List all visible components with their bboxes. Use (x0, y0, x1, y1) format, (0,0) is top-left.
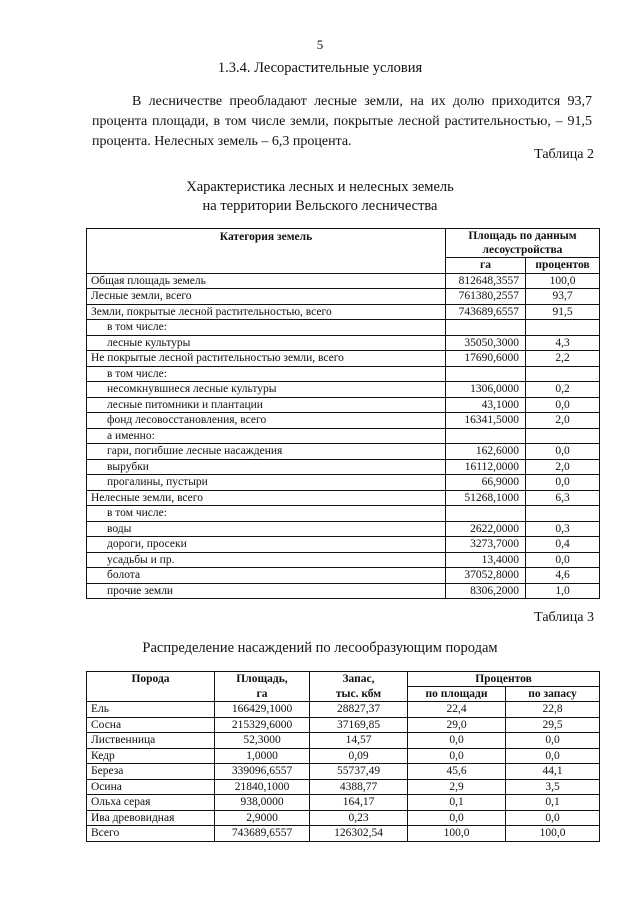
area-ha-cell (446, 366, 526, 382)
percent-cell: 0,0 (526, 444, 600, 460)
category-cell: Лесные земли, всего (87, 289, 446, 305)
header-percent-group: Процентов (408, 672, 600, 687)
table-row (87, 748, 600, 764)
category-cell: воды (87, 521, 446, 537)
percent-by-stock-cell: 3,5 (506, 779, 600, 795)
percent-cell: 0,3 (526, 521, 600, 537)
stock-cell: 14,57 (310, 733, 408, 749)
percent-cell (526, 366, 600, 382)
percent-by-stock-cell: 0,0 (506, 748, 600, 764)
species-cell: Всего (87, 826, 215, 842)
category-cell: в том числе: (87, 506, 446, 522)
percent-cell: 4,6 (526, 568, 600, 584)
intro-paragraph-text: В лесничестве преобладают лесные земли, на их долю приходится 93,7 процента площади, в том числе земли, покрытые лесной растительностью, – 91,5 процента. Нелесных земель – 6,3 процента. (92, 94, 592, 149)
table-row (87, 366, 600, 382)
table-row (87, 459, 600, 475)
table-row (87, 289, 600, 305)
percent-by-area-cell: 100,0 (408, 826, 506, 842)
header-ha: га (446, 258, 526, 274)
stock-cell: 4388,77 (310, 779, 408, 795)
area-ha-cell: 8306,2000 (446, 583, 526, 599)
percent-by-area-cell: 0,0 (408, 733, 506, 749)
area-ha-cell: 13,4000 (446, 552, 526, 568)
percent-cell: 91,5 (526, 304, 600, 320)
percent-by-area-cell: 0,0 (408, 748, 506, 764)
table-row (87, 733, 600, 749)
percent-cell: 2,0 (526, 459, 600, 475)
category-cell: фонд лесовосстановления, всего (87, 413, 446, 429)
table-row (87, 304, 600, 320)
area-cell: 2,9000 (215, 810, 310, 826)
species-cell: Береза (87, 764, 215, 780)
percent-by-stock-cell: 44,1 (506, 764, 600, 780)
header-stock-l1: Запас, (310, 672, 408, 687)
area-cell: 166429,1000 (215, 702, 310, 718)
percent-by-stock-cell: 100,0 (506, 826, 600, 842)
species-cell: Ольха серая (87, 795, 215, 811)
table2-caption: Таблица 2 (534, 147, 594, 162)
category-cell: несомкнувшиеся лесные культуры (87, 382, 446, 398)
percent-by-stock-cell: 0,0 (506, 810, 600, 826)
stock-cell: 37169,85 (310, 717, 408, 733)
area-cell: 52,3000 (215, 733, 310, 749)
category-cell: прочие земли (87, 583, 446, 599)
percent-cell: 0,0 (526, 552, 600, 568)
table-row (87, 444, 600, 460)
table-row (87, 382, 600, 398)
area-ha-cell: 761380,2557 (446, 289, 526, 305)
category-cell: прогалины, пустыри (87, 475, 446, 491)
percent-by-area-cell: 0,0 (408, 810, 506, 826)
table-row (87, 795, 600, 811)
percent-by-area-cell: 2,9 (408, 779, 506, 795)
page-number: 5 (316, 37, 324, 52)
percent-cell: 0,0 (526, 397, 600, 413)
species-cell: Ива древовидная (87, 810, 215, 826)
table-row (87, 273, 600, 289)
stock-cell: 28827,37 (310, 702, 408, 718)
percent-by-area-cell: 29,0 (408, 717, 506, 733)
area-ha-cell: 37052,8000 (446, 568, 526, 584)
table-row (87, 826, 600, 842)
percent-cell: 2,0 (526, 413, 600, 429)
percent-by-area-cell: 45,6 (408, 764, 506, 780)
header-percent: процентов (526, 258, 600, 274)
area-cell: 743689,6557 (215, 826, 310, 842)
land-categories-body (87, 273, 600, 599)
table3-title: Распределение насаждений по лесообразующим породам (142, 640, 498, 656)
percent-cell: 100,0 (526, 273, 600, 289)
table-row (87, 335, 600, 351)
category-cell: болота (87, 568, 446, 584)
category-cell: лесные питомники и плантации (87, 397, 446, 413)
category-cell: Не покрытые лесной растительностью земли, всего (87, 351, 446, 367)
table-row (87, 552, 600, 568)
area-ha-cell: 812648,3557 (446, 273, 526, 289)
percent-cell (526, 428, 600, 444)
percent-cell: 0,0 (526, 475, 600, 491)
category-cell: лесные культуры (87, 335, 446, 351)
area-cell: 21840,1000 (215, 779, 310, 795)
table2-title-line2: на территории Вельского лесничества (202, 198, 438, 214)
percent-by-area-cell: 0,1 (408, 795, 506, 811)
stock-cell: 0,09 (310, 748, 408, 764)
area-ha-cell (446, 428, 526, 444)
percent-cell (526, 320, 600, 336)
header-species: Порода (87, 672, 215, 702)
category-cell: Общая площадь земель (87, 273, 446, 289)
percent-by-stock-cell: 29,5 (506, 717, 600, 733)
table-row (87, 810, 600, 826)
category-cell: Земли, покрытые лесной растительностью, всего (87, 304, 446, 320)
category-cell: в том числе: (87, 320, 446, 336)
percent-cell: 6,3 (526, 490, 600, 506)
species-cell: Ель (87, 702, 215, 718)
header-stock-l2: тыс. кбм (310, 687, 408, 702)
area-ha-cell (446, 506, 526, 522)
header-category: Категория земель (87, 229, 446, 274)
table-row (87, 506, 600, 522)
header-area-l1: Площадь, (215, 672, 310, 687)
area-ha-cell: 162,6000 (446, 444, 526, 460)
area-ha-cell: 66,9000 (446, 475, 526, 491)
table-row (87, 475, 600, 491)
stock-cell: 55737,49 (310, 764, 408, 780)
table-row (87, 351, 600, 367)
category-cell: в том числе: (87, 366, 446, 382)
table-row (87, 717, 600, 733)
percent-cell: 2,2 (526, 351, 600, 367)
area-cell: 339096,6557 (215, 764, 310, 780)
category-cell: а именно: (87, 428, 446, 444)
header-by-stock: по запасу (506, 687, 600, 702)
category-cell: гари, погибшие лесные насаждения (87, 444, 446, 460)
species-cell: Лиственница (87, 733, 215, 749)
table-row (87, 583, 600, 599)
table-row (87, 428, 600, 444)
table2-title-line1: Характеристика лесных и нелесных земель (186, 179, 454, 195)
table3-caption: Таблица 3 (534, 610, 594, 625)
species-cell: Сосна (87, 717, 215, 733)
area-ha-cell: 16112,0000 (446, 459, 526, 475)
area-ha-cell: 16341,5000 (446, 413, 526, 429)
table2-title (0, 178, 640, 216)
intro-paragraph (92, 92, 592, 152)
percent-cell: 4,3 (526, 335, 600, 351)
area-ha-cell: 2622,0000 (446, 521, 526, 537)
table-row (87, 320, 600, 336)
percent-cell: 0,4 (526, 537, 600, 553)
percent-by-stock-cell: 0,0 (506, 733, 600, 749)
land-categories-table (86, 228, 600, 599)
header-area-group: Площадь по данным лесоустройства (446, 229, 600, 258)
table-row (87, 521, 600, 537)
area-ha-cell: 743689,6557 (446, 304, 526, 320)
percent-cell: 93,7 (526, 289, 600, 305)
percent-cell: 0,2 (526, 382, 600, 398)
stock-cell: 164,17 (310, 795, 408, 811)
area-cell: 215329,6000 (215, 717, 310, 733)
area-cell: 938,0000 (215, 795, 310, 811)
species-cell: Кедр (87, 748, 215, 764)
table-row (87, 537, 600, 553)
species-table (86, 671, 600, 842)
table-row (87, 568, 600, 584)
percent-by-stock-cell: 22,8 (506, 702, 600, 718)
table-row (87, 764, 600, 780)
area-ha-cell: 51268,1000 (446, 490, 526, 506)
table-row (87, 702, 600, 718)
percent-by-area-cell: 22,4 (408, 702, 506, 718)
area-cell: 1,0000 (215, 748, 310, 764)
table-row (87, 779, 600, 795)
area-ha-cell (446, 320, 526, 336)
header-area-l2: га (215, 687, 310, 702)
table-row (87, 413, 600, 429)
area-ha-cell: 43,1000 (446, 397, 526, 413)
category-cell: дороги, просеки (87, 537, 446, 553)
percent-by-stock-cell: 0,1 (506, 795, 600, 811)
species-body (87, 702, 600, 842)
area-ha-cell: 17690,6000 (446, 351, 526, 367)
table-row (87, 490, 600, 506)
table-row (87, 397, 600, 413)
section-title: 1.3.4. Лесорастительные условия (217, 60, 423, 76)
area-ha-cell: 35050,3000 (446, 335, 526, 351)
percent-cell: 1,0 (526, 583, 600, 599)
stock-cell: 0,23 (310, 810, 408, 826)
header-by-area: по площади (408, 687, 506, 702)
stock-cell: 126302,54 (310, 826, 408, 842)
percent-cell (526, 506, 600, 522)
category-cell: вырубки (87, 459, 446, 475)
category-cell: усадьбы и пр. (87, 552, 446, 568)
category-cell: Нелесные земли, всего (87, 490, 446, 506)
area-ha-cell: 3273,7000 (446, 537, 526, 553)
area-ha-cell: 1306,0000 (446, 382, 526, 398)
species-cell: Осина (87, 779, 215, 795)
